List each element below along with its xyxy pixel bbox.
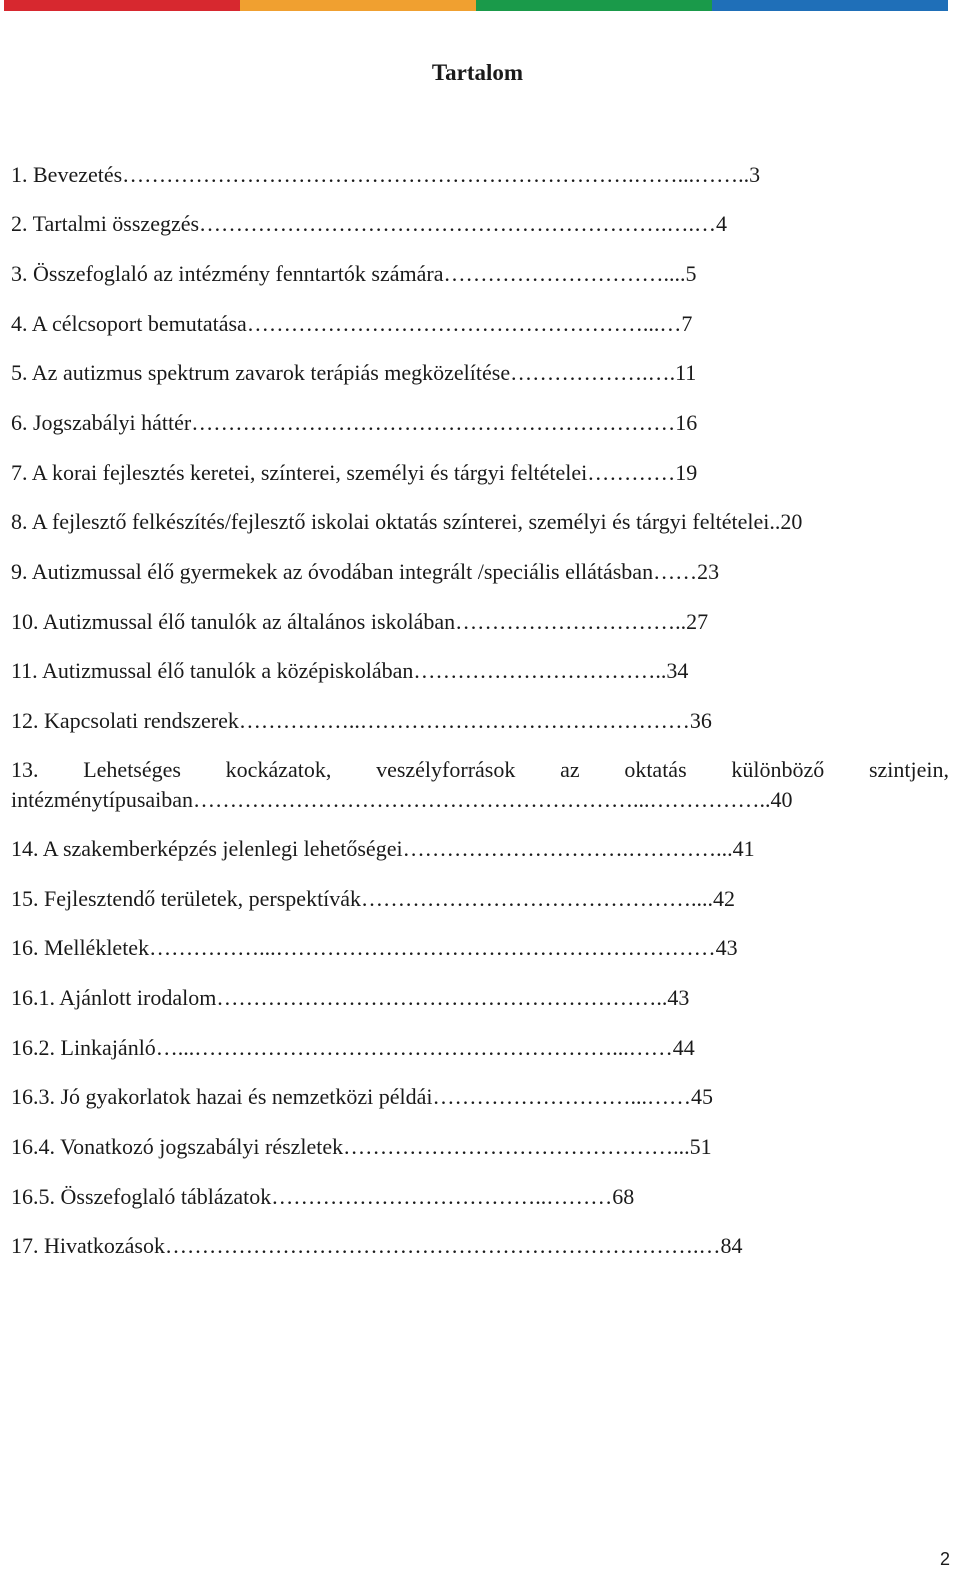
toc-entry[interactable]: 16.4. Vonatkozó jogszabályi részletek………………………………………...51 [11, 1134, 712, 1159]
bar-segment-red [4, 0, 240, 11]
toc-entry[interactable]: 2. Tartalmi összegzés……………………………………………………….….…4 [11, 211, 728, 236]
toc-entry[interactable]: 16. Mellékletek……………...……………………………………………………43 [11, 935, 738, 960]
toc-entry[interactable]: 16.5. Összefoglaló táblázatok………………………………..………68 [11, 1184, 635, 1209]
toc-entry[interactable]: 16.1. Ajánlott irodalom……………………………………………………..43 [11, 985, 690, 1010]
bar-segment-orange [240, 0, 476, 11]
toc-entry[interactable]: 3. Összefoglaló az intézmény fenntartók számára…………………………....5 [11, 261, 697, 286]
toc-entry[interactable]: 15. Fejlesztendő területek, perspektívák………………………………………....42 [11, 886, 736, 911]
toc-entry[interactable]: 12. Kapcsolati rendszerek……………..………………………………………36 [11, 708, 712, 733]
toc-entry[interactable]: 1. Bevezetés…………………………………………………………….……...……..3 [11, 162, 761, 187]
toc-entry[interactable]: 7. A korai fejlesztés keretei, színterei, személyi és tárgyi feltételei…………19 [11, 460, 698, 485]
page-number: 2 [939, 1549, 950, 1569]
bar-segment-green [476, 0, 712, 11]
bar-segment-blue [712, 0, 948, 11]
toc-entry[interactable]: 16.2. Linkajánló…...…………………………………………………...……44 [11, 1035, 695, 1060]
toc-entry[interactable]: 14. A szakemberképzés jelenlegi lehetőségei………………………….…………...41 [11, 836, 755, 861]
toc-entry[interactable]: 6. Jogszabályi háttér…………………………………………………………16 [11, 410, 698, 435]
toc-entry[interactable]: 5. Az autizmus spektrum zavarok terápiás megközelítése……………….….11 [11, 360, 697, 385]
toc-entry[interactable]: 17. Hivatkozások……………………………………………………………….…84 [11, 1233, 743, 1258]
toc-entry[interactable]: 9. Autizmussal élő gyermekek az óvodában integrált /speciális ellátásban……23 [11, 559, 720, 584]
toc-entry[interactable]: 16.3. Jó gyakorlatok hazai és nemzetközi példái………………………...……45 [11, 1084, 714, 1109]
toc-entry[interactable]: 13. Lehetséges kockázatok, veszélyforrások az oktatás különböző szintjein, intézménytípusaiban……………………………………………………...……………..40 [11, 757, 949, 812]
toc-entry[interactable]: 10. Autizmussal élő tanulók az általános iskolában…………………………..27 [11, 609, 709, 634]
page-title: Tartalom [431, 60, 524, 85]
toc-entry[interactable]: 8. A fejlesztő felkészítés/fejlesztő iskolai oktatás színterei, személyi és tárgyi feltételei..20 [11, 509, 803, 534]
header-color-bar [4, 0, 948, 11]
toc-entry[interactable]: 11. Autizmussal élő tanulók a középiskolában……………………………..34 [11, 658, 689, 683]
toc-entry[interactable]: 4. A célcsoport bemutatása………………………………………………...…7 [11, 311, 693, 336]
